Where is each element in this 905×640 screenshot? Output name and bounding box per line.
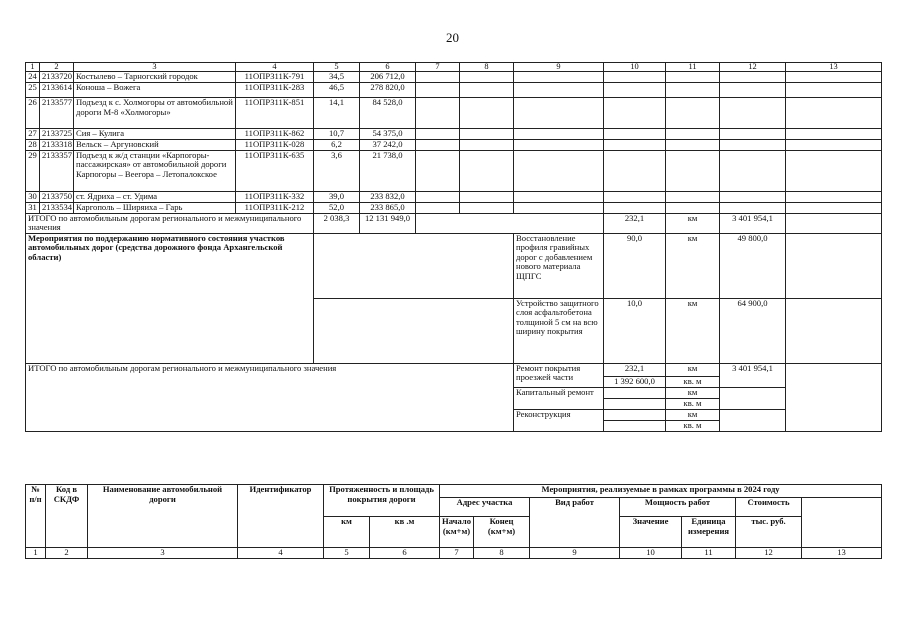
row-number: 28 bbox=[26, 139, 40, 150]
table-row bbox=[26, 72, 882, 83]
row-number: 31 bbox=[26, 202, 40, 213]
empty-cell bbox=[604, 409, 666, 420]
empty-cell bbox=[460, 191, 514, 202]
table-row bbox=[26, 213, 882, 233]
empty-cell bbox=[786, 298, 882, 363]
itogo-repair-area-unit: кв. м bbox=[666, 376, 720, 387]
empty-cell bbox=[666, 139, 720, 150]
measures-cost-1: 49 800,0 bbox=[720, 233, 786, 298]
row-road-name: Подъезд к с. Холмогоры от автомобильной дороги М-8 «Холмогоры» bbox=[74, 98, 236, 129]
itogo-repair-km: 232,1 bbox=[604, 363, 666, 376]
row-code: 2133614 bbox=[40, 83, 74, 98]
row-code: 2133534 bbox=[40, 202, 74, 213]
roads-table bbox=[25, 62, 882, 432]
row-number: 26 bbox=[26, 98, 40, 129]
empty-cell bbox=[460, 72, 514, 83]
table-row bbox=[26, 363, 882, 376]
row-number: 29 bbox=[26, 150, 40, 191]
empty-cell bbox=[604, 72, 666, 83]
row-identifier: 11ОПРЗ11К-791 bbox=[236, 72, 314, 83]
empty-cell bbox=[786, 363, 882, 431]
col-number: 7 bbox=[440, 548, 474, 559]
empty-cell bbox=[416, 139, 460, 150]
col-number: 4 bbox=[238, 548, 324, 559]
col-number: 5 bbox=[324, 548, 370, 559]
empty-cell bbox=[720, 409, 786, 431]
empty-cell bbox=[604, 150, 666, 191]
itogo-regional-value: 232,1 bbox=[604, 213, 666, 233]
empty-cell bbox=[666, 72, 720, 83]
row-road-name: Сия – Кулига bbox=[74, 129, 236, 140]
row-code: 2133720 bbox=[40, 72, 74, 83]
row-road-name: Вельск – Аргуновский bbox=[74, 139, 236, 150]
row-length-km: 52,0 bbox=[314, 202, 360, 213]
itogo-capital-area-unit: кв. м bbox=[666, 398, 720, 409]
row-area-sqm: 233 865,0 bbox=[360, 202, 416, 213]
empty-cell bbox=[416, 129, 460, 140]
itogo-capital-unit: км bbox=[666, 387, 720, 398]
header-work-type: Вид работ bbox=[530, 498, 620, 548]
empty-cell bbox=[604, 191, 666, 202]
header-sqm: кв .м bbox=[370, 517, 440, 548]
header-identifier: Идентификатор bbox=[238, 485, 324, 548]
row-code: 2133357 bbox=[40, 150, 74, 191]
empty-cell bbox=[666, 129, 720, 140]
empty-cell bbox=[416, 213, 604, 233]
row-code: 2133750 bbox=[40, 191, 74, 202]
empty-cell bbox=[720, 129, 786, 140]
empty-cell bbox=[604, 98, 666, 129]
measures-unit-2: км bbox=[666, 298, 720, 363]
header-start: Начало (км+м) bbox=[440, 517, 474, 548]
header-thous: тыс. руб. bbox=[736, 517, 802, 548]
col-number: 5 bbox=[314, 63, 360, 72]
page-number: 20 bbox=[446, 30, 459, 45]
row-number: 27 bbox=[26, 129, 40, 140]
empty-cell bbox=[786, 72, 882, 83]
header-km: км bbox=[324, 517, 370, 548]
empty-cell bbox=[786, 129, 882, 140]
empty-cell bbox=[720, 202, 786, 213]
col-number: 9 bbox=[514, 63, 604, 72]
row-identifier: 11ОПРЗ11К-635 bbox=[236, 150, 314, 191]
empty-cell bbox=[460, 98, 514, 129]
col-number: 10 bbox=[620, 548, 682, 559]
empty-cell bbox=[666, 150, 720, 191]
empty-cell bbox=[604, 139, 666, 150]
empty-cell bbox=[786, 98, 882, 129]
empty-cell bbox=[720, 387, 786, 409]
header-cost: Стоимость bbox=[736, 498, 802, 517]
col-number: 2 bbox=[46, 548, 88, 559]
empty-cell bbox=[666, 83, 720, 98]
empty-cell bbox=[460, 129, 514, 140]
row-area-sqm: 278 820,0 bbox=[360, 83, 416, 98]
row-road-name: Каргополь – Ширяиха – Гарь bbox=[74, 202, 236, 213]
row-length-km: 10,7 bbox=[314, 129, 360, 140]
measures-work-1: Восстановление профиля гравийных дорог с добавлением нового материала ЩПГС bbox=[514, 233, 604, 298]
col-number: 12 bbox=[736, 548, 802, 559]
row-number: 30 bbox=[26, 191, 40, 202]
table-row bbox=[26, 150, 882, 191]
measures-unit-1: км bbox=[666, 233, 720, 298]
col-number: 6 bbox=[370, 548, 440, 559]
col-number: 12 bbox=[720, 63, 786, 72]
empty-cell bbox=[514, 139, 604, 150]
row-road-name: Коноша – Вожега bbox=[74, 83, 236, 98]
row-area-sqm: 54 375,0 bbox=[360, 129, 416, 140]
row-length-km: 46,5 bbox=[314, 83, 360, 98]
header-end: Конец (км+м) bbox=[474, 517, 530, 548]
table-row bbox=[26, 202, 882, 213]
row-code: 2133577 bbox=[40, 98, 74, 129]
empty-cell bbox=[514, 150, 604, 191]
row-area-sqm: 37 242,0 bbox=[360, 139, 416, 150]
col-number: 8 bbox=[460, 63, 514, 72]
col-number: 3 bbox=[74, 63, 236, 72]
row-area-sqm: 21 738,0 bbox=[360, 150, 416, 191]
row-road-name: Подъезд к ж/д станции «Карпогоры-пассажирская» от автомобильной дороги Карпогоры – Веегора – Летопалокское bbox=[74, 150, 236, 191]
empty-cell bbox=[604, 202, 666, 213]
col-number: 13 bbox=[802, 548, 882, 559]
col-number: 8 bbox=[474, 548, 530, 559]
col-number: 11 bbox=[682, 548, 736, 559]
empty-cell bbox=[720, 83, 786, 98]
col-number: 3 bbox=[88, 548, 238, 559]
col-number: 1 bbox=[26, 548, 46, 559]
col-number: 6 bbox=[360, 63, 416, 72]
empty-cell bbox=[604, 398, 666, 409]
col-number: 11 bbox=[666, 63, 720, 72]
table-row bbox=[26, 129, 882, 140]
empty-cell bbox=[514, 191, 604, 202]
itogo-repair-unit: км bbox=[666, 363, 720, 376]
empty-cell bbox=[786, 83, 882, 98]
empty-cell bbox=[416, 72, 460, 83]
empty-cell bbox=[416, 202, 460, 213]
empty-cell bbox=[604, 83, 666, 98]
col-number: 2 bbox=[40, 63, 74, 72]
empty-cell bbox=[786, 233, 882, 298]
empty-cell bbox=[416, 98, 460, 129]
itogo-regional-area: 12 131 949,0 bbox=[360, 213, 416, 233]
row-length-km: 34,5 bbox=[314, 72, 360, 83]
measures-label: Мероприятия по поддержанию нормативного состояния участков автомобильных дорог (средства дорожного фонда Архангельской области) bbox=[26, 233, 314, 363]
itogo-regional-km: 2 038,3 bbox=[314, 213, 360, 233]
row-area-sqm: 84 528,0 bbox=[360, 98, 416, 129]
col-number: 4 bbox=[236, 63, 314, 72]
empty-cell bbox=[460, 150, 514, 191]
empty-cell bbox=[720, 150, 786, 191]
empty-cell bbox=[666, 98, 720, 129]
empty-cell bbox=[666, 191, 720, 202]
row-area-sqm: 233 832,0 bbox=[360, 191, 416, 202]
empty-cell bbox=[514, 72, 604, 83]
empty-cell bbox=[514, 83, 604, 98]
header-unit: Единица измерения bbox=[682, 517, 736, 548]
empty-cell bbox=[786, 191, 882, 202]
row-number: 24 bbox=[26, 72, 40, 83]
table-row bbox=[26, 233, 882, 298]
table-row bbox=[26, 98, 882, 129]
row-identifier: 11ОПРЗ11К-332 bbox=[236, 191, 314, 202]
measures-work-2: Устройство защитного слоя асфальтобетона толщиной 5 см на всю ширину покрытия bbox=[514, 298, 604, 363]
col-number: 10 bbox=[604, 63, 666, 72]
itogo-recon-label: Реконструкция bbox=[514, 409, 604, 431]
col-number: 9 bbox=[530, 548, 620, 559]
table-row bbox=[26, 139, 882, 150]
row-identifier: 11ОПРЗ11К-851 bbox=[236, 98, 314, 129]
measures-value-1: 90,0 bbox=[604, 233, 666, 298]
empty-cell bbox=[416, 150, 460, 191]
col-number: 1 bbox=[26, 63, 40, 72]
empty-cell bbox=[416, 83, 460, 98]
header-num: № п/п bbox=[26, 485, 46, 548]
empty-cell bbox=[786, 150, 882, 191]
row-length-km: 6,2 bbox=[314, 139, 360, 150]
table-row bbox=[26, 191, 882, 202]
empty-cell bbox=[416, 191, 460, 202]
empty-cell bbox=[786, 213, 882, 233]
row-area-sqm: 206 712,0 bbox=[360, 72, 416, 83]
header-code: Код в СКДФ bbox=[46, 485, 88, 548]
row-code: 2133318 bbox=[40, 139, 74, 150]
empty-cell bbox=[460, 202, 514, 213]
itogo-recon-unit: км bbox=[666, 409, 720, 420]
empty-cell bbox=[786, 139, 882, 150]
empty-cell bbox=[604, 129, 666, 140]
itogo-regional-label: ИТОГО по автомобильным дорогам регионального и межмуниципального значения bbox=[26, 213, 314, 233]
itogo-capital-label: Капитальный ремонт bbox=[514, 387, 604, 409]
measures-value-2: 10,0 bbox=[604, 298, 666, 363]
empty-cell bbox=[314, 233, 514, 298]
header-events: Мероприятия, реализуемые в рамках программы в 2024 году bbox=[440, 485, 882, 498]
row-code: 2133725 bbox=[40, 129, 74, 140]
empty-cell bbox=[604, 420, 666, 431]
row-length-km: 39,0 bbox=[314, 191, 360, 202]
col-number: 13 bbox=[786, 63, 882, 72]
row-identifier: 11ОПРЗ11К-212 bbox=[236, 202, 314, 213]
row-road-name: ст. Ядриха – ст. Удима bbox=[74, 191, 236, 202]
itogo-repair-label: Ремонт покрытия проезжей части bbox=[514, 363, 604, 387]
itogo-repair-area: 1 392 600,0 bbox=[604, 376, 666, 387]
table-header bbox=[25, 484, 882, 559]
measures-cost-2: 64 900,0 bbox=[720, 298, 786, 363]
row-identifier: 11ОПРЗ11К-283 bbox=[236, 83, 314, 98]
empty-cell bbox=[666, 202, 720, 213]
itogo-total-label: ИТОГО по автомобильным дорогам регионального и межмуниципального значения bbox=[26, 363, 514, 431]
column-numbers-row bbox=[26, 63, 882, 72]
row-length-km: 3,6 bbox=[314, 150, 360, 191]
empty-cell bbox=[314, 298, 514, 363]
empty-cell bbox=[786, 202, 882, 213]
row-identifier: 11ОПРЗ11К-862 bbox=[236, 129, 314, 140]
empty-cell bbox=[514, 202, 604, 213]
empty-cell bbox=[514, 129, 604, 140]
itogo-recon-area-unit: кв. м bbox=[666, 420, 720, 431]
row-road-name: Костылево – Тарногский городок bbox=[74, 72, 236, 83]
header-road-name: Наименование автомобильной дороги bbox=[88, 485, 238, 548]
table-row bbox=[26, 83, 882, 98]
empty-cell bbox=[720, 191, 786, 202]
header-value: Значение bbox=[620, 517, 682, 548]
empty-cell bbox=[720, 139, 786, 150]
empty-cell bbox=[514, 98, 604, 129]
itogo-regional-unit: км bbox=[666, 213, 720, 233]
header-power: Мощность работ bbox=[620, 498, 736, 517]
empty-cell bbox=[720, 98, 786, 129]
header-address: Адрес участка bbox=[440, 498, 530, 517]
itogo-repair-cost: 3 401 954,1 bbox=[720, 363, 786, 387]
row-identifier: 11ОПРЗ11К-028 bbox=[236, 139, 314, 150]
row-length-km: 14,1 bbox=[314, 98, 360, 129]
empty-cell bbox=[460, 83, 514, 98]
empty-cell bbox=[720, 72, 786, 83]
empty-cell bbox=[460, 139, 514, 150]
empty-cell bbox=[604, 387, 666, 398]
header-length-area: Протяженность и площадь покрытия дороги bbox=[324, 485, 440, 517]
itogo-regional-cost: 3 401 954,1 bbox=[720, 213, 786, 233]
row-number: 25 bbox=[26, 83, 40, 98]
col-number: 7 bbox=[416, 63, 460, 72]
column-numbers-row bbox=[26, 548, 882, 559]
